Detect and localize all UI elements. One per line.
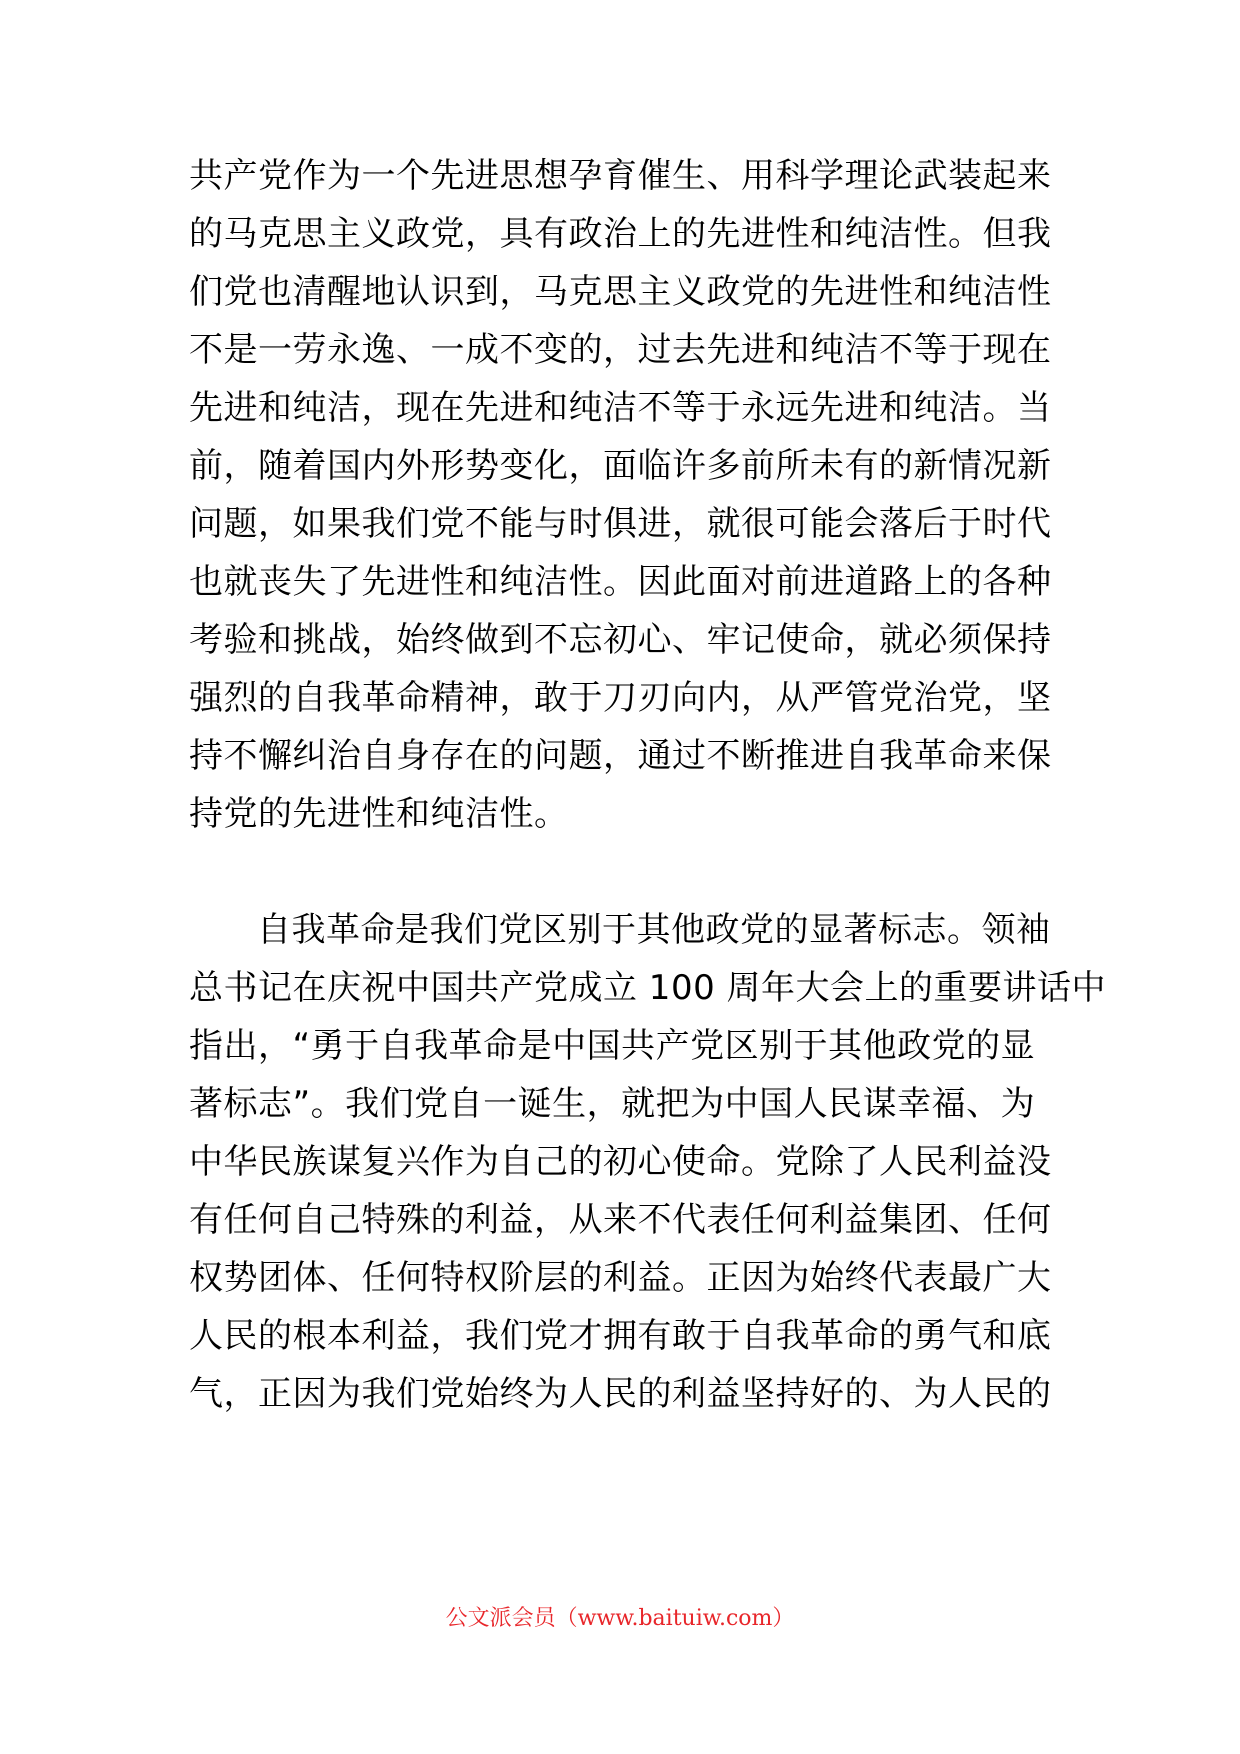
text-line: 强烈的自我革命精神，敢于刀刃向内，从严管党治党，坚 (189, 678, 1052, 718)
text-line: 指出，“勇于自我革命是中国共产党区别于其他政党的显 (189, 1026, 1036, 1066)
text-line: 的马克思主义政党，具有政治上的先进性和纯洁性。但我 (189, 214, 1052, 254)
text-line: 著标志”。我们党自一诞生，就把为中国人民谋幸福、为 (189, 1084, 1036, 1124)
text-line: 气，正因为我们党始终为人民的利益坚持好的、为人民的 (189, 1374, 1052, 1414)
text-line: 持不懈纠治自身存在的问题，通过不断推进自我革命来保 (189, 736, 1052, 776)
text-line: 前，随着国内外形势变化，面临许多前所未有的新情况新 (189, 446, 1052, 486)
text-line: 有任何自己特殊的利益，从来不代表任何利益集团、任何 (189, 1200, 1052, 1240)
footer-watermark: 公文派会员（www.baituiw.com） (445, 1606, 795, 1631)
text-line: 不是一劳永逸、一成不变的，过去先进和纯洁不等于现在 (189, 330, 1052, 370)
text-line: 也就丧失了先进性和纯洁性。因此面对前进道路上的各种 (189, 562, 1052, 602)
text-line: 共产党作为一个先进思想孕育催生、用科学理论武装起来 (189, 156, 1052, 196)
text-line: 中华民族谋复兴作为自己的初心使命。党除了人民利益没 (189, 1142, 1052, 1182)
text-line: 先进和纯洁，现在先进和纯洁不等于永远先进和纯洁。当 (189, 388, 1052, 428)
text-line: 总书记在庆祝中国共产党成立 100 周年大会上的重要讲话中 (189, 968, 1107, 1008)
text-line: 人民的根本利益，我们党才拥有敢于自我革命的勇气和底 (189, 1316, 1052, 1356)
text-line: 问题，如果我们党不能与时俱进，就很可能会落后于时代 (189, 504, 1052, 544)
text-line-indented: 自我革命是我们党区别于其他政党的显著标志。领袖 (257, 910, 1051, 950)
text-line: 持党的先进性和纯洁性。 (189, 794, 569, 834)
text-line: 们党也清醒地认识到，马克思主义政党的先进性和纯洁性 (189, 272, 1052, 312)
text-line: 权势团体、任何特权阶层的利益。正因为始终代表最广大 (189, 1258, 1052, 1298)
text-line: 考验和挑战，始终做到不忘初心、牢记使命，就必须保持 (189, 620, 1052, 660)
